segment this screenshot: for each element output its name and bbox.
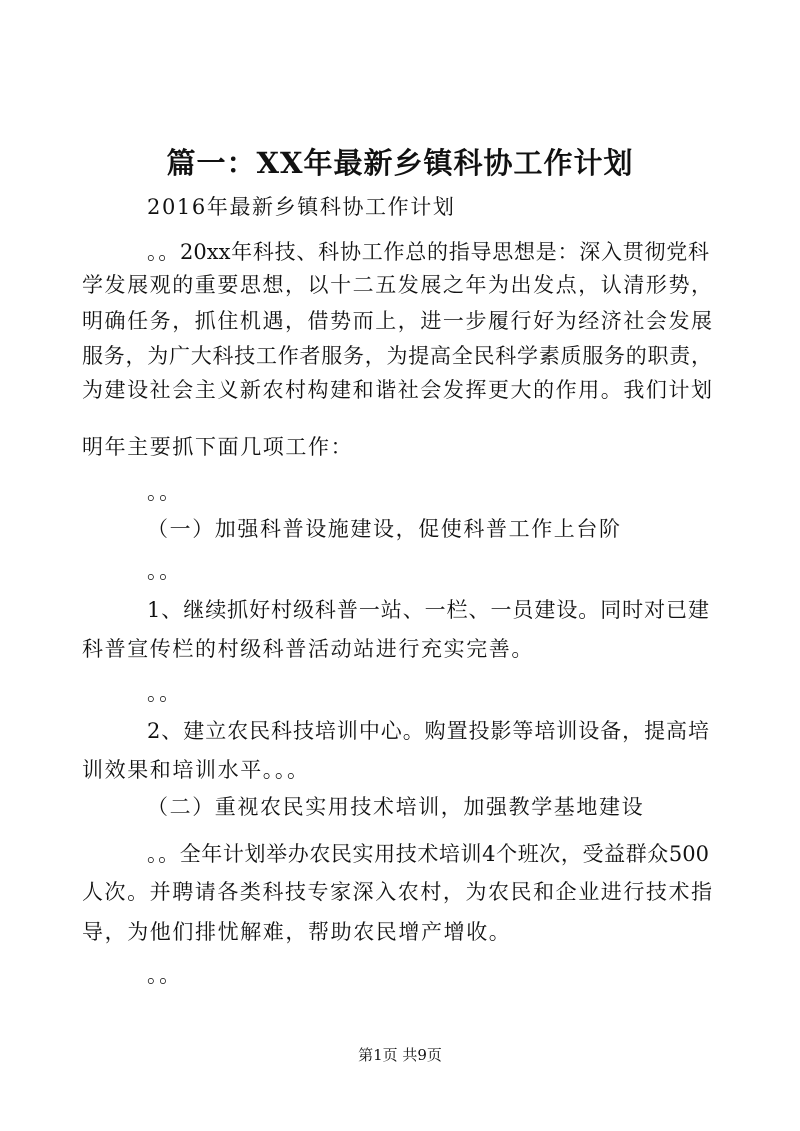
text-line: 服务，为广大科技工作者服务，为提高全民科学素质服务的职责， [82,344,712,368]
text-line: 学发展观的重要思想，以十二五发展之年为出发点，认清形势， [82,273,712,297]
text-line: 2016年最新乡镇科协工作计划 [147,195,456,219]
text-line: 导，为他们排忧解难，帮助农民增产增收。 [82,920,512,944]
text-line: 。。全年计划举办农民实用技术培训4个班次，受益群众500 [147,842,709,866]
text-line: 。。 [147,681,182,705]
text-line: 为建设社会主义新农村构建和谐社会发挥更大的作用。我们计划 [82,378,712,402]
text-line: 科普宣传栏的村级科普活动站进行充实完善。 [82,637,534,661]
text-line: 。。20xx年科技、科协工作总的指导思想是：深入贯彻党科 [147,240,709,264]
text-line: 。。 [147,480,182,504]
text-line: 。。 [147,963,182,987]
page-number-footer: 第1页 共9页 [358,1046,442,1064]
text-line: 2、建立农民科技培训中心。购置投影等培训设备，提高培 [147,719,709,743]
document-title: 篇一：XX年最新乡镇科协工作计划 [166,146,634,180]
section-heading: （二）重视农民实用技术培训，加强教学基地建设 [147,795,645,819]
text-line: 明确任务，抓住机遇，借势而上，进一步履行好为经济社会发展 [82,309,712,333]
text-line: 1、继续抓好村级科普一站、一栏、一员建设。同时对已建 [147,598,709,622]
text-line: 明年主要抓下面几项工作： [82,435,354,459]
section-heading: （一）加强科普设施建设，促使科普工作上台阶 [147,517,622,541]
text-line: 训效果和培训水平。。。 [82,758,310,782]
text-line: 。。 [147,559,182,583]
text-line: 人次。并聘请各类科技专家深入农村，为农民和企业进行技术指 [82,880,712,904]
